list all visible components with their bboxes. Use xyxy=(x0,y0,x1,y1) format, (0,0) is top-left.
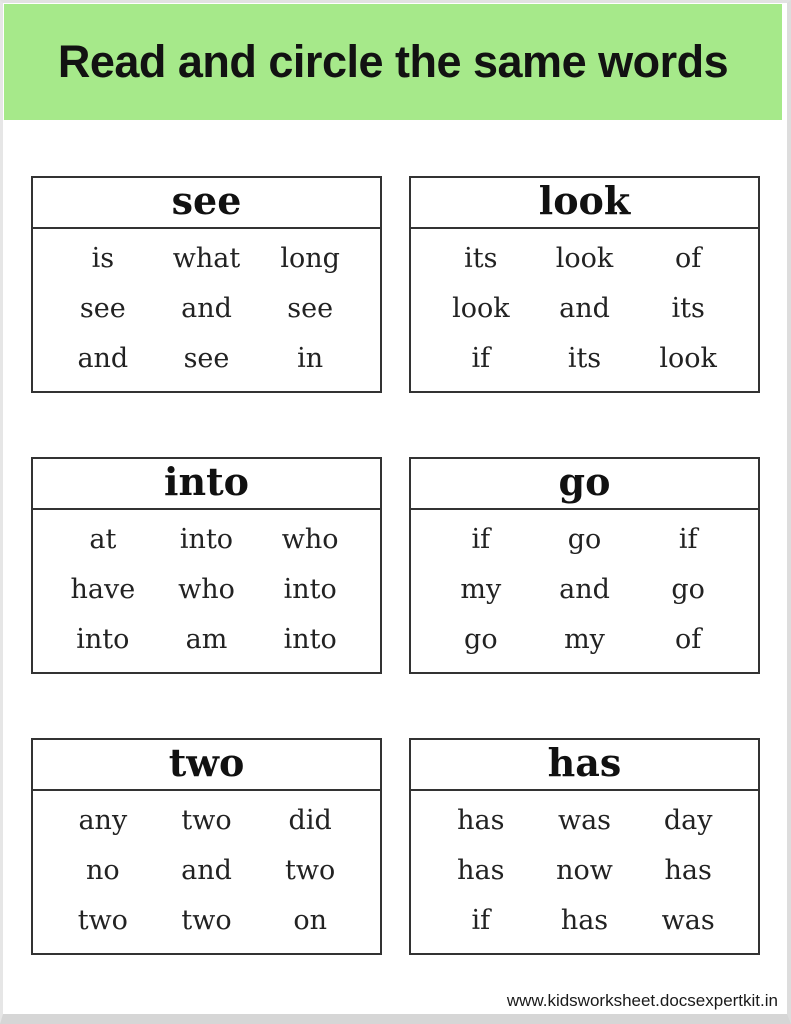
word-cell: was xyxy=(661,904,715,936)
word-cell: was xyxy=(557,804,612,836)
word-cell: if xyxy=(471,904,491,936)
word-cell: its xyxy=(464,242,498,274)
footer xyxy=(507,991,778,1011)
target-word: into xyxy=(33,459,380,510)
word-cell: my xyxy=(460,573,502,605)
word-grid xyxy=(411,229,758,391)
word-cell: and xyxy=(77,342,129,374)
word-cell: if xyxy=(471,342,491,374)
word-cell: into xyxy=(283,623,337,655)
word-cell: and xyxy=(559,573,610,605)
page-title: Read and circle the same words xyxy=(57,36,729,87)
word-cell: any xyxy=(78,804,128,836)
word-cell: of xyxy=(675,623,702,655)
word-cell: am xyxy=(185,623,228,655)
word-cell: go xyxy=(671,573,705,605)
word-grid xyxy=(33,229,380,391)
target-word: look xyxy=(411,178,758,229)
word-cell: day xyxy=(663,804,713,836)
footer-url: www.kidsworksheet.docsexpertkit.in xyxy=(506,991,778,1010)
word-cell: look xyxy=(659,342,717,374)
word-cell: has xyxy=(457,804,505,836)
word-cell: at xyxy=(89,523,117,555)
word-cell: look xyxy=(452,292,510,324)
word-cell: my xyxy=(564,623,605,655)
word-cell: two xyxy=(77,904,128,936)
word-cell: who xyxy=(178,573,235,605)
word-cell: two xyxy=(181,904,232,936)
word-cell: what xyxy=(172,242,241,274)
word-cell: into xyxy=(283,573,337,605)
word-cell: into xyxy=(76,623,130,655)
word-cell: has xyxy=(664,854,712,886)
word-cell: and xyxy=(181,854,232,886)
word-box-two xyxy=(31,738,382,955)
word-cell: its xyxy=(567,342,602,374)
word-cell: no xyxy=(86,854,120,886)
word-cell: and xyxy=(181,292,232,324)
target-word: has xyxy=(411,740,758,791)
word-cell: who xyxy=(281,523,339,555)
word-cell: has xyxy=(560,904,609,936)
word-cell: its xyxy=(671,292,705,324)
word-grid xyxy=(33,510,380,672)
word-cell: long xyxy=(280,242,340,274)
word-cell: two xyxy=(285,854,336,886)
title-banner xyxy=(4,4,782,120)
word-cell: if xyxy=(678,523,698,555)
target-word: go xyxy=(411,459,758,510)
word-cell: in xyxy=(297,342,324,374)
word-cell: and xyxy=(559,292,610,324)
word-cell: did xyxy=(288,804,332,836)
word-cell: into xyxy=(179,523,234,555)
word-cell: see xyxy=(79,292,126,324)
target-word: see xyxy=(33,178,380,229)
word-cell: have xyxy=(70,573,136,605)
word-cell: is xyxy=(91,242,115,274)
word-cell: has xyxy=(457,854,505,886)
word-cell: on xyxy=(293,904,327,936)
word-cell: see xyxy=(183,342,230,374)
word-cell: of xyxy=(675,242,702,274)
word-box-into xyxy=(31,457,382,674)
word-cell: if xyxy=(471,523,491,555)
word-cell: go xyxy=(464,623,498,655)
word-cell: now xyxy=(556,854,613,886)
word-boxes-grid xyxy=(31,176,760,955)
word-box-go xyxy=(409,457,760,674)
word-grid xyxy=(33,791,380,953)
word-cell: see xyxy=(287,292,334,324)
word-box-has xyxy=(409,738,760,955)
target-word: two xyxy=(33,740,380,791)
word-cell: two xyxy=(181,804,232,836)
word-grid xyxy=(411,510,758,672)
word-cell: go xyxy=(567,523,602,555)
word-box-look xyxy=(409,176,760,393)
word-cell: look xyxy=(555,242,614,274)
word-box-see xyxy=(31,176,382,393)
word-grid xyxy=(411,791,758,953)
